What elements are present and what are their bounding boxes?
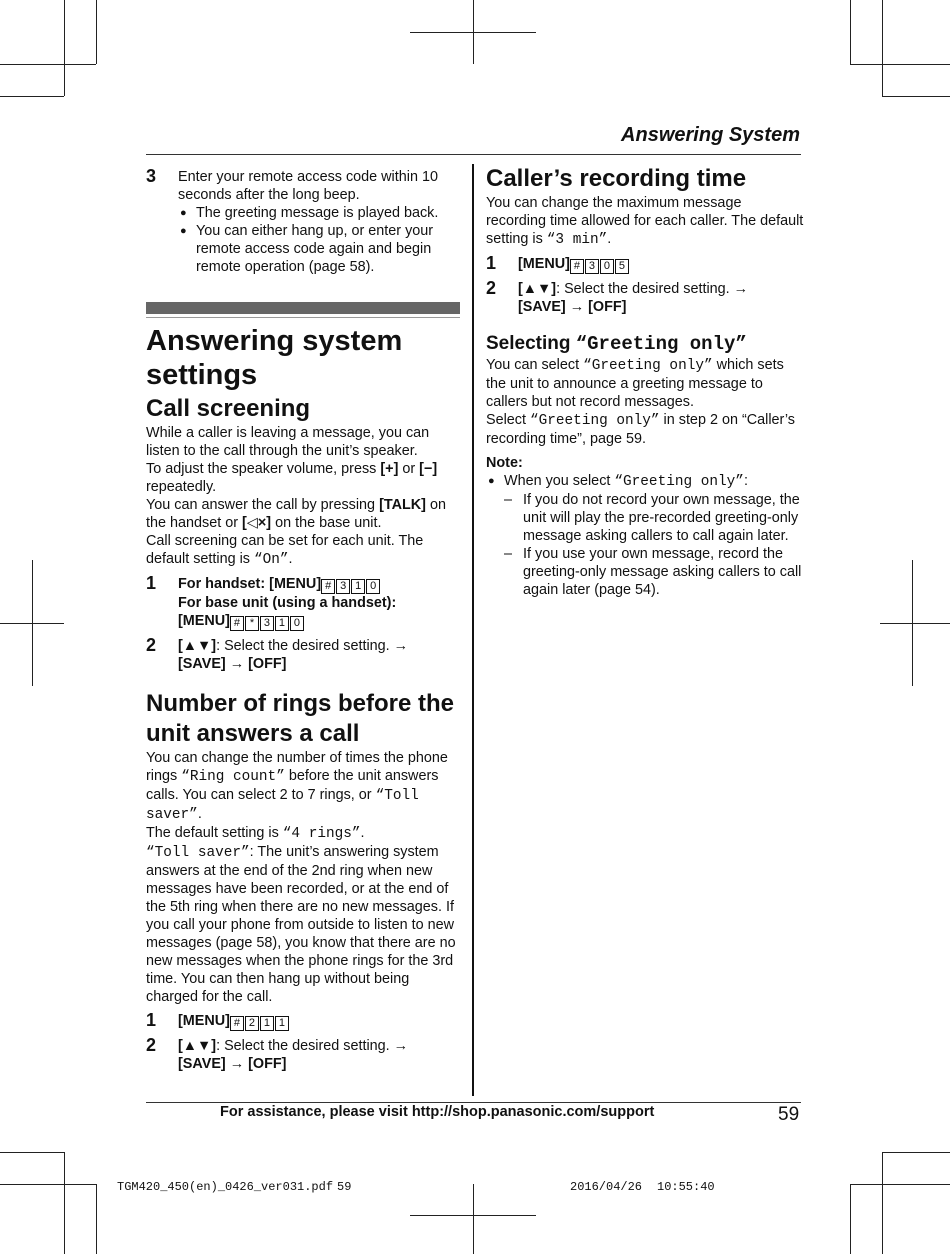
paragraph: Select “Greeting only” in step 2 on “Caller’s recording time”, page 59. — [486, 412, 795, 447]
step-number: 1 — [146, 1010, 157, 1030]
crop-mark — [473, 1184, 474, 1254]
section-bar — [146, 302, 460, 314]
step-1 — [146, 1012, 460, 1031]
paragraph: Call screening can be set for each unit. The default setting is “On”. — [146, 533, 424, 568]
crop-mark — [0, 1152, 64, 1153]
bullet-item: ● When you select “Greeting only”: — [486, 472, 804, 491]
crop-mark — [410, 32, 536, 33]
step-number: 2 — [146, 635, 157, 655]
footer-rule — [146, 1102, 801, 1103]
print-time: 10:55:40 — [657, 1180, 715, 1194]
paragraph: The default setting is “4 rings”. — [146, 825, 365, 842]
crop-mark — [0, 96, 64, 97]
greeting-only-heading: Selecting “Greeting only” — [486, 333, 747, 355]
step-1 — [486, 255, 804, 274]
header-rule — [146, 154, 801, 155]
step-number: 2 — [486, 278, 497, 298]
print-page: 59 — [337, 1180, 352, 1194]
crop-mark — [880, 623, 950, 624]
section-bar-line — [146, 317, 460, 318]
note-label: Note: — [486, 455, 523, 471]
step-number: 1 — [486, 253, 497, 273]
crop-mark — [882, 1152, 950, 1153]
column-divider — [472, 164, 474, 1096]
step-keys: [MENU] # 2 1 1 — [178, 1012, 460, 1031]
crop-mark — [850, 64, 950, 65]
main-heading: Answering system settings — [146, 325, 403, 391]
bullet-item: ● The greeting message is played back. — [178, 204, 458, 222]
crop-mark — [96, 0, 97, 64]
paragraph: You can select “Greeting only” which sets the unit to announce a greeting message to callers but not record messages. — [486, 357, 784, 410]
crop-mark — [882, 1152, 883, 1254]
print-filename: TGM420_450(en)_0426_ver031.pdf — [117, 1180, 334, 1194]
dash-item: – If you do not record your own message, the unit will play the pre-recorded greeting-only message asking callers to call again later. — [486, 491, 804, 545]
minus-key: [−] — [419, 461, 438, 477]
step-text: [SAVE] → [OFF] — [178, 656, 287, 672]
paragraph: You can answer the call by pressing [TALK] on the handset or [◁×] on the base unit. — [146, 497, 446, 531]
crop-mark — [0, 64, 96, 65]
crop-mark — [0, 623, 64, 624]
section-title: Answering System — [621, 124, 800, 146]
step-2 — [146, 637, 460, 673]
crop-mark — [882, 0, 883, 96]
step-2 — [486, 280, 804, 316]
base-unit-label: For base unit (using a handset): — [178, 595, 397, 611]
handset-instruction: For handset: [MENU] # 3 1 0 — [178, 575, 460, 594]
step-text: [▲▼]: Select the desired setting. → — [518, 281, 749, 297]
paragraph: You can change the maximum message recording time allowed for each caller. The default setting is “3 min”. — [486, 195, 804, 248]
rings-heading: Number of rings before the unit answers a call — [146, 690, 455, 747]
page-number: 59 — [778, 1104, 800, 1125]
step-text: [SAVE] → [OFF] — [178, 1056, 287, 1072]
right-column — [486, 164, 804, 599]
step-keys: [MENU] # 3 0 5 — [518, 255, 804, 274]
step-text: [▲▼]: Select the desired setting. → — [178, 638, 409, 654]
crop-mark — [410, 1215, 536, 1216]
crop-mark — [0, 1184, 96, 1185]
step-number: 3 — [146, 166, 157, 186]
crop-mark — [850, 1184, 950, 1185]
step-text: [▲▼]: Select the desired setting. → — [178, 1038, 409, 1054]
speaker-key: [◁×] — [242, 515, 272, 531]
step-1 — [146, 575, 460, 631]
left-column-settings — [146, 324, 460, 1073]
print-date: 2016/04/26 — [570, 1180, 643, 1194]
step-number: 1 — [146, 573, 157, 593]
left-column — [146, 168, 458, 276]
step-number: 2 — [146, 1035, 157, 1055]
base-unit-keys: [MENU] # * 3 1 0 — [178, 612, 460, 631]
crop-mark — [96, 1184, 97, 1254]
crop-mark — [882, 96, 950, 97]
step-2 — [146, 1037, 460, 1073]
paragraph: “Toll saver”: The unit’s answering system answers at the end of the 2nd ring when new messages have been recorded, or at the end of the 5th ring when there are no new messages. If you call your phone from outside to listen to new messages (page 58), you know that there are no new messages when the phone rings for the 3rd time. You can then hang up without being charged for the call. — [146, 844, 456, 1005]
crop-mark — [64, 1152, 65, 1254]
assistance-text: For assistance, please visit http://shop.panasonic.com/support — [220, 1104, 655, 1120]
crop-mark — [850, 0, 851, 64]
dash-item: – If you use your own message, record the greeting-only message asking callers to call again later (page 54). — [486, 545, 804, 599]
talk-key: [TALK] — [379, 497, 426, 513]
step-text: [SAVE] → [OFF] — [518, 299, 627, 315]
plus-key: [+] — [380, 461, 399, 477]
paragraph: You can change the number of times the phone rings “Ring count” before the unit answers calls. You can select 2 to 7 rings, or “Toll saver”. — [146, 750, 448, 823]
crop-mark — [64, 0, 65, 96]
bullet-item: ● You can either hang up, or enter your remote access code again and begin remote operation (page 58). — [178, 222, 458, 276]
paragraph: To adjust the speaker volume, press [+] or [−] repeatedly. — [146, 461, 438, 495]
recording-time-heading: Caller’s recording time — [486, 165, 747, 192]
step-3 — [146, 168, 458, 276]
setting-value: “On” — [254, 552, 289, 568]
crop-mark — [850, 1184, 851, 1254]
step-text: Enter your remote access code within 10 seconds after the long beep. — [178, 169, 438, 203]
paragraph: While a caller is leaving a message, you can listen to the call through the unit’s speaker. — [146, 425, 430, 459]
call-screening-heading: Call screening — [146, 395, 311, 422]
